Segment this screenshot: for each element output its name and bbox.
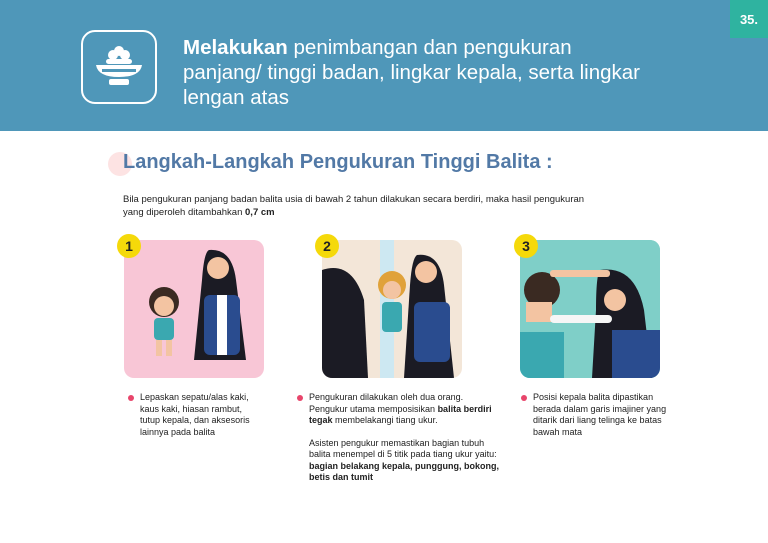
intro-paragraph — [123, 193, 593, 219]
step-2-illustration — [322, 240, 462, 378]
step-2-text-b-bold: bagian belakang kepala, punggung, bokong, betis dan tumit — [309, 460, 500, 482]
step-2-text-a-end: membelakangi tiang ukur. — [332, 415, 438, 425]
step-2-text-a: Pengukuran dilakukan oleh dua orang. Pengukur utama memposisikan — [309, 392, 464, 414]
step-1-badge: 1 — [117, 234, 141, 258]
section-title: Langkah-Langkah Pengukuran Tinggi Balita : — [123, 151, 553, 173]
step-3-text: Posisi kepala balita dipastikan berada dalam garis imajiner yang ditarik dari liang telinga ke batas bawah mata — [533, 392, 667, 437]
step-2-bullet — [297, 395, 303, 401]
title-bold: Melakukan — [183, 36, 288, 59]
page-number: 35. — [730, 0, 768, 38]
step-1-text: Lepaskan sepatu/alas kaki, kaus kaki, hiasan rambut, tutup kepala, dan aksesoris lainnya pada balita — [140, 392, 250, 437]
baby-scale-icon — [81, 30, 157, 104]
step-3-bullet — [521, 395, 527, 401]
step-3-illustration — [520, 240, 660, 378]
step-2-badge: 2 — [315, 234, 339, 258]
page-title — [183, 35, 653, 110]
step-2-text — [309, 392, 499, 484]
step-2-text-b: Asisten pengukur memastikan bagian tubuh balita menempel di 5 titik pada tiang ukur yaitu: — [309, 437, 497, 459]
step-1-illustration — [124, 240, 264, 378]
header-banner — [0, 0, 768, 131]
step-2-text-a-bold: balita berdiri tegak — [309, 403, 492, 425]
intro-bold: 0,7 cm — [245, 207, 275, 218]
title-rest: penimbangan dan pengukuran panjang/ tinggi badan, lingkar kepala, serta lingkar lengan atas — [183, 36, 640, 109]
intro-text: Bila pengukuran panjang badan balita usia di bawah 2 tahun dilakukan secara berdiri, maka hasil pengukuran yang diperoleh ditambahkan — [123, 194, 585, 218]
step-1-bullet — [128, 395, 134, 401]
step-3-badge: 3 — [514, 234, 538, 258]
